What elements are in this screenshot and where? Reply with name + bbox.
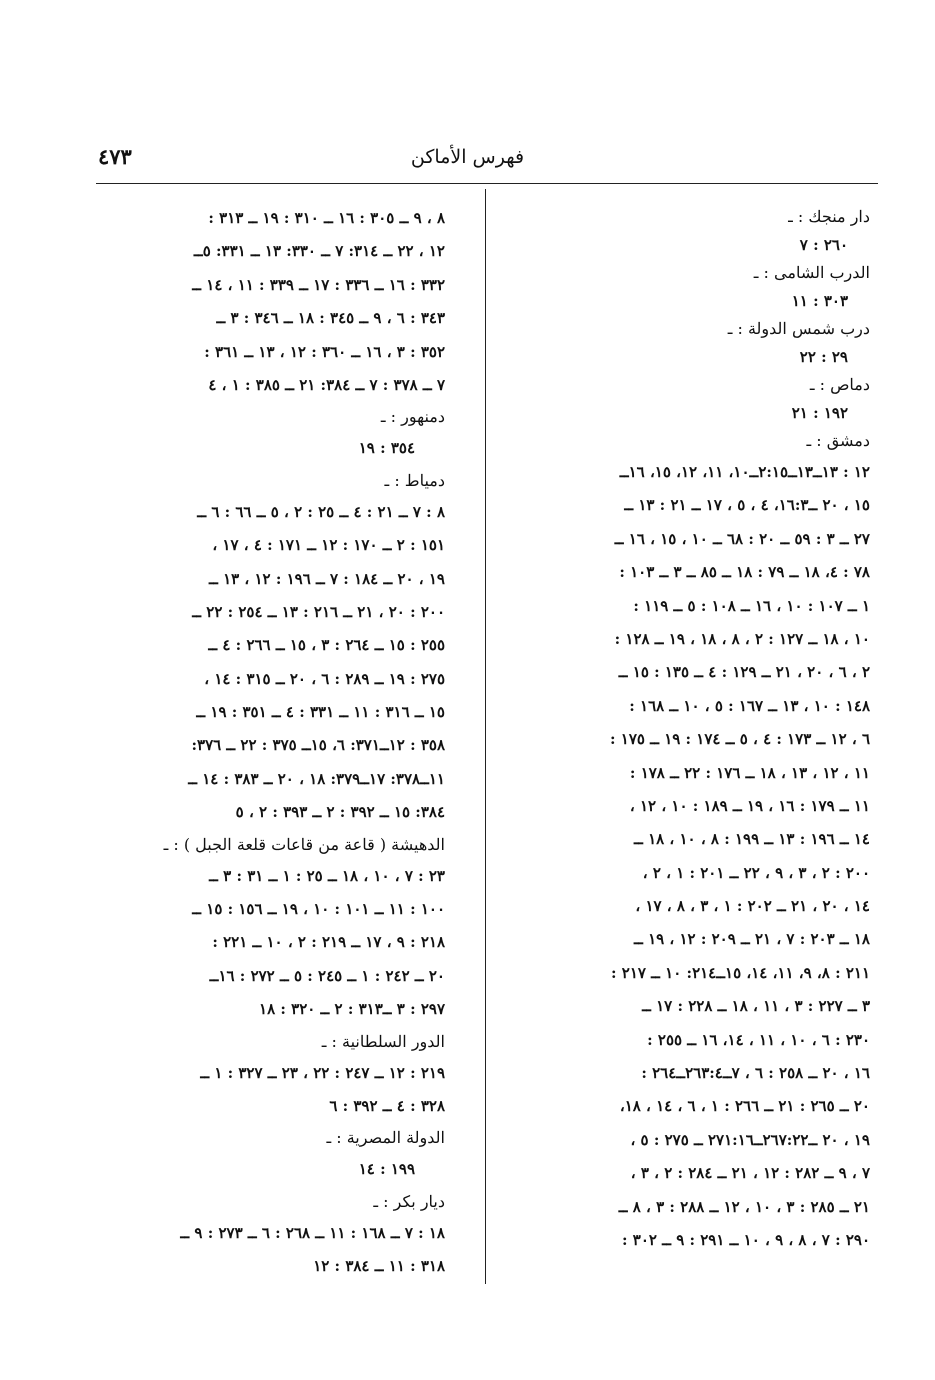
entry-references: ٢٥٥ : ١٥ ــ ٢٦٤ : ٣ ، ١٥ ــ ٢٦٦ : ٤ ــ [208,636,445,655]
entry-references: ٨ ، ٩ ــ ٣٠٥ : ١٦ ــ ٣١٠ : ١٩ ــ ٣١٣ : [208,209,445,227]
entry-heading: ديار بكر : ـ [373,1191,445,1211]
entry-references: ٢٩٠ : ٧ ، ٨ ، ٩ ، ١٠ ــ ٢٩١ : ٩ ــ ٣٠٢ : [622,1230,870,1249]
index-entry [100,202,445,402]
entry-references: ٢١ ــ ٢٨٥ : ٣ ، ١٠ ، ١٢ ــ ٢٨٨ : ٣ ، ٨ ــ [618,1197,870,1216]
entry-references: ١١ــ٣٧٨: ١٧ــ٣٧٩: ١٨ ، ٢٠ ــ ٣٨٣ : ١٤ ــ [188,769,445,788]
entry-references: ١٦ ، ٢٠ ــ ٢٥٨ : ٦ ، ٧ــ٢٦٣:٤ــ٢٦٤ : [641,1064,870,1083]
entry-references: ١٥ ، ٢٠ ــ١٦:٣، ٤ ، ٥ ، ١٧ ــ ٢١ : ١٣ ــ [624,496,870,515]
index-entry [500,202,870,258]
entry-references: ٣٣٢ : ١٦ ــ ٣٣٦ : ١٧ ــ ٣٣٩ : ١١ ، ١٤ ــ [192,275,445,294]
entry-references: ٢٧ ــ ٣ : ٥٩ ــ ٢٠ : ٦٨ ــ ١٠ ، ١٥ ، ١٦ ــ [614,529,870,548]
entry-heading: الدهيشة ( قاعة من قاعات قلعة الجبل ) : ـ [163,834,445,854]
entry-heading: درب شمس الدولة : ـ [727,319,870,338]
index-entry [500,370,870,426]
entry-references: ١١ ــ ١٧٩ : ١٦ ، ١٩ ــ ١٨٩ : ١٠ ، ١٢ ، [629,796,870,815]
page-number: ٤٧٣ [98,144,132,169]
index-entry [100,1187,445,1284]
index-entry [100,402,445,465]
entry-heading: الدرب الشامى : ـ [753,263,870,282]
entry-references: ٧ ، ٩ ــ ٢٨٢ : ١٢ ، ٢١ ــ ٢٨٤ : ٢ ، ٣ ، [630,1164,870,1183]
entry-heading: دمشق : ـ [806,431,870,450]
entry-references: ٣٠٣ : ١١ [791,292,848,310]
entry-references: ١٥ ــ ٣١٦ : ١١ ــ ٣٣١ : ٤ ــ ٣٥١ : ١٩ ــ [196,703,445,722]
entry-references: ١٩٢ : ٢١ [791,404,848,422]
entry-references: ٢٣٠ : ٦ ، ١٠ ، ١١ ، ١٤، ١٦ ــ ٢٥٥ : [647,1030,870,1049]
entry-references: ٢٩ : ٢٢ [799,348,848,366]
entry-references: ٣٢٨ : ٤ ــ ٣٩٢ : ٦ [329,1096,445,1115]
index-entry [100,830,445,1027]
entry-references: ٧٨ : ٤، ١٨ ــ ٧٩ : ١٨ ــ ٨٥ ــ ٣ ــ ١٠٣ : [619,563,870,582]
entry-references: ٢ ، ٦ ، ٢٠ ، ٢١ ــ ١٢٩ : ٤ ــ ١٣٥ : ١٥ ــ [618,663,870,682]
entry-references: ١٨ : ٧ ــ ١٦٨ : ١١ ــ ٢٦٨ : ٦ ــ ٢٧٣ : ٩ ــ [180,1223,445,1242]
entry-references: ٢٩٧ : ٣ ــ٣١٣ : ٢ ــ ٣٢٠ : ١٨ [259,1000,445,1019]
entry-references: ١٤ ــ ١٩٦ : ١٣ ــ ١٩٩ : ٨ ، ١٠ ، ١٨ ــ [634,830,870,849]
entry-references: ١٩ ، ٢٠ ــ ١٨٤ : ٧ ــ ١٩٦ : ١٢ ، ١٣ ــ [209,569,445,588]
entry-references: ١٤٨ : ١٠ ، ١٣ ــ ١٦٧ : ٥ ، ١٠ ــ ١٦٨ : [629,696,870,715]
entry-references: ٢٣ : ٧ ، ١٠ ، ١٨ ــ ٢٥ : ١ ــ ٣١ : ٣ ــ [209,866,445,885]
entry-references: ٣٥٤ : ١٩ [358,439,415,458]
entry-references: ١٨ ــ ٢٠٣ : ٧ ، ٢١ ــ ٢٠٩ : ١٢ ، ١٩ ــ [634,930,870,949]
entry-heading: دمياط : ـ [384,470,445,490]
entry-references: ٦ ، ١٢ ــ ١٧٣ : ٤ ، ٥ ــ ١٧٤ : ١٩ ــ ١٧٥ : [610,730,870,749]
right-column [500,202,870,1257]
entry-references: ٣٨٤: ١٥ ــ ٣٩٢ : ٢ ــ ٣٩٣ : ٢ ، ٥ [235,803,445,822]
header-rule [96,183,878,184]
entry-heading: دماص : ـ [809,375,870,394]
entry-heading: دمنهور : ـ [380,407,445,427]
index-entry [100,466,445,830]
entry-references: ١١ ، ١٢ ، ١٣ ، ١٨ ــ ١٧٦ : ٢٢ ــ ١٧٨ : [629,763,870,782]
entry-references: ١٠٠ : ١١ ــ ١٠١ : ١٠ ، ١٩ ــ ١٥٦ : ١٥ ــ [192,900,445,919]
entry-references: ٢١٨ : ٩ ، ١٧ ــ ٢١٩ : ٢ ، ١٠ ــ ٢٢١ : [212,933,445,952]
entry-references: ٣ ــ ٢٢٧ : ٣ ، ١١ ، ١٨ ــ ٢٢٨ : ١٧ ــ [642,997,870,1016]
entry-references: ١٤ ، ٢٠ ، ٢١ ــ ٢٠٢ : ١ ، ٣ ، ٨ ، ١٧ ، [635,897,870,916]
entry-references: ٣١٨ : ١١ ــ ٣٨٤ : ١٢ [313,1257,445,1276]
entry-references: ٢١٩ : ١٢ ــ ٢٤٧ : ٢٢ ، ٢٣ ــ ٣٢٧ : ١ ــ [200,1063,445,1082]
entry-references: ٣٥٨ : ١٢ــ٣٧١: ٦، ١٥ــ ٣٧٥ : ٢٢ ــ ٣٧٦: [191,736,445,755]
entry-heading: الدولة المصرية : ـ [326,1128,445,1148]
entry-references: ٢٦٠ : ٧ [799,236,848,254]
entry-references: ١٠ ، ١٨ ــ ١٢٧ : ٢ ، ٨ ، ١٨ ، ١٩ ــ ١٢٨ : [614,629,870,648]
column-divider [485,189,486,1284]
entry-references: ١٩ ، ٢٠ ــ٢٦٧:٢٢ــ٢٧١:١٦ ــ ٢٧٥ : ٥ ، [630,1130,870,1149]
entry-heading: دار منجك : ـ [788,207,870,226]
entry-heading: الدور السلطانية : ـ [321,1031,445,1051]
entry-references: ١٢ : ١٣ــ١٣ــ٢:١٥ــ١٠، ١١، ١٢، ١٥، ١٦ــ [619,463,870,481]
entry-references: ٢٠٠ : ٢٠ ، ٢١ ــ ٢١٦ : ١٣ ــ ٢٥٤ : ٢٢ ــ [192,602,445,621]
index-entry [500,314,870,370]
entry-references: ٢٠ ــ ٢٦٥ : ٢١ ــ ٢٦٦ : ١ ، ٦ ، ١٤ ، ١٨، [619,1097,870,1116]
entry-references: ٨ : ٧ ــ ٢١ : ٤ ــ ٢٥ : ٢ ، ٥ ــ ٦٦ : ٦ ــ [197,502,445,521]
entry-references: ١٥١ : ٢ ــ ١٧٠ : ١٢ ــ ١٧١ : ٤ ، ١٧ ، [212,536,445,555]
entry-references: ١٢ ، ٢٢ ــ ٣١٤: ٧ ــ ٣٣٠: ١٣ ــ ٣٣١: ٥ــ [193,242,445,261]
entry-references: ١ ــ ١٠٧ : ١٠ ، ١٦ ــ ١٠٨ : ٥ ــ ١١٩ : [633,596,870,615]
entry-references: ٣٤٣ : ٦ ، ٩ ــ ٣٤٥ : ١٨ ــ ٣٤٦ : ٣ ــ [216,309,445,328]
entry-references: ٣٥٢ : ٣ ، ١٦ ــ ٣٦٠ : ١٢ ، ١٣ ــ ٣٦١ : [204,342,445,361]
page-title: فهرس الأماكن [410,146,525,168]
index-entry [100,1027,445,1124]
entry-references: ٢٧٥ : ١٩ ــ ٢٨٩ : ٦ ، ٢٠ ــ ٣١٥ : ١٤ ، [204,669,445,688]
left-column [100,202,445,1284]
entry-references: ٢٠٠ : ٢ ، ٣ ، ٩ ، ٢٢ ــ ٢٠١ : ١ ، ٢ ، [642,863,870,882]
index-entry [500,426,870,1257]
entry-references: ٢٠ ــ ٢٤٢ : ١ ــ ٢٤٥ : ٥ ــ ٢٧٢ : ١٦ــ [209,966,445,985]
index-entry [500,258,870,314]
entry-references: ٢١١ : ٨، ٩، ١١، ١٤، ١٥ــ٢١٤: ١٠ ــ ٢١٧ : [611,963,870,982]
entry-references: ٧ ــ ٣٧٨ : ٧ ــ ٣٨٤: ٢١ ــ ٣٨٥ : ١ ، ٤ [208,375,445,394]
entry-references: ١٩٩ : ١٤ [358,1160,415,1179]
index-entry [100,1123,445,1186]
